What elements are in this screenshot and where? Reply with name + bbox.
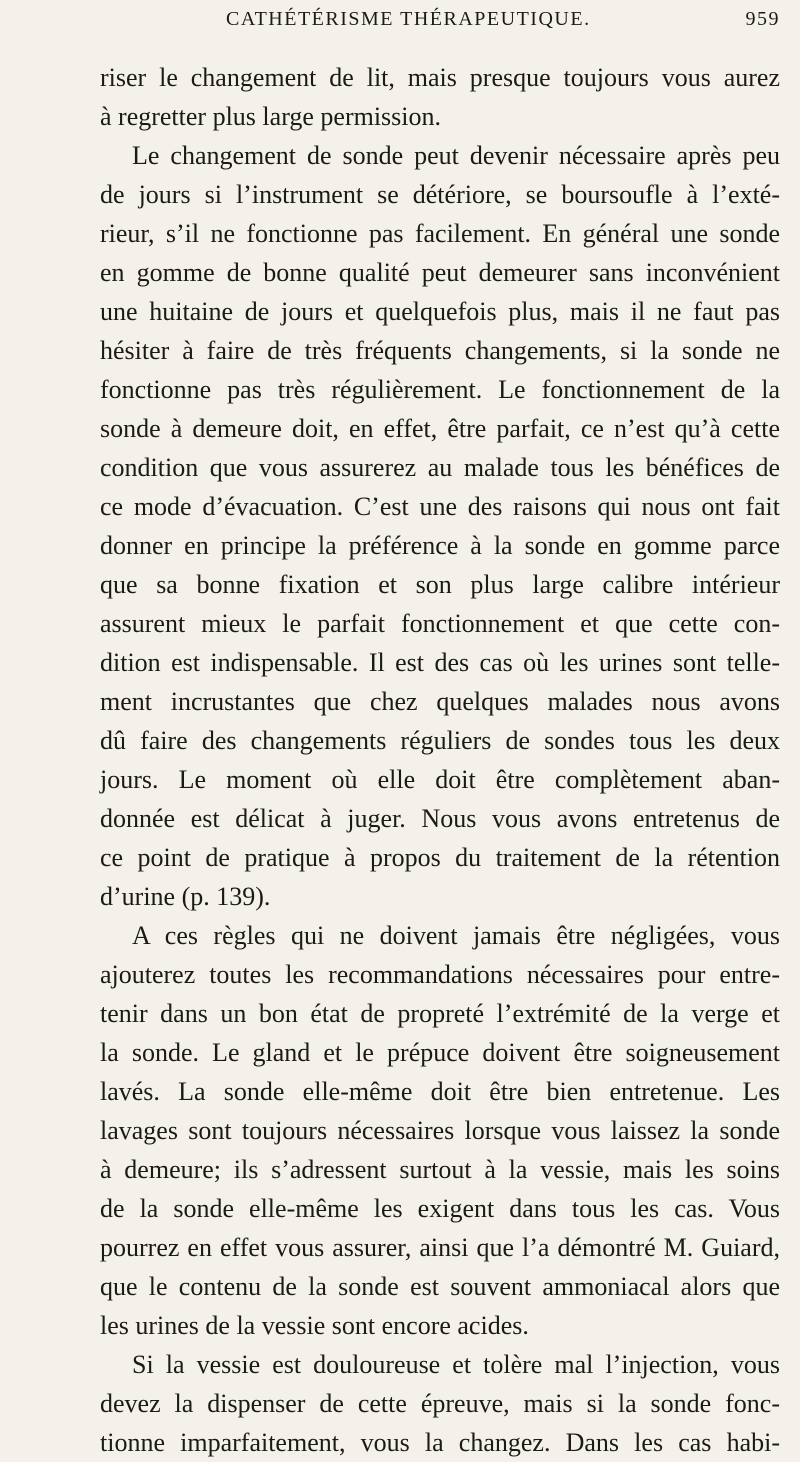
text-line: donnée est délicat à juger. Nous vous avons entretenus de <box>100 804 780 833</box>
text-line: que le contenu de la sonde est souvent ammoniacal alors que <box>100 1272 780 1301</box>
running-title: CATHÉTÉRISME THÉRAPEUTIQUE. <box>226 8 591 30</box>
text-line: tionne imparfaitement, vous la changez. Dans les cas habi- <box>100 1428 780 1457</box>
text-line: que sa bonne fixation et son plus large calibre intérieur <box>100 570 780 599</box>
text-line: les urines de la vessie sont encore acides. <box>100 1311 529 1340</box>
text-line: assurent mieux le parfait fonctionnement et que cette con- <box>100 609 780 638</box>
text-line: pourrez en effet vous assurer, ainsi que l’a démontré M. Guiard, <box>100 1233 780 1262</box>
text-line: la sonde. Le gland et le prépuce doivent être soigneusement <box>100 1038 780 1067</box>
text-line: devez la dispenser de cette épreuve, mais si la sonde fonc- <box>100 1389 780 1418</box>
text-line: A ces règles qui ne doivent jamais être négligées, vous <box>132 921 780 950</box>
text-line: condition que vous assurerez au malade tous les bénéfices de <box>100 453 780 482</box>
body-text <box>100 58 780 1457</box>
text-line: Le changement de sonde peut devenir nécessaire après peu <box>132 141 780 170</box>
running-head <box>100 0 780 36</box>
text-line: à demeure; ils s’adressent surtout à la vessie, mais les soins <box>100 1155 780 1184</box>
text-line: ajouterez toutes les recommandations nécessaires pour entre- <box>100 960 780 989</box>
page-number: 959 <box>745 8 780 30</box>
text-line: hésiter à faire de très fréquents changements, si la sonde ne <box>100 336 780 365</box>
text-line: jours. Le moment où elle doit être complètement aban- <box>100 765 780 794</box>
text-line: tenir dans un bon état de propreté l’extrémité de la verge et <box>100 999 780 1028</box>
text-line: ce mode d’évacuation. C’est une des raisons qui nous ont fait <box>100 492 780 521</box>
text-line: ce point de pratique à propos du traitement de la rétention <box>100 843 780 872</box>
text-line: riser le changement de lit, mais presque toujours vous aurez <box>100 63 780 92</box>
text-line: rieur, s’il ne fonctionne pas facilement. En général une sonde <box>100 219 780 248</box>
text-line: lavés. La sonde elle-même doit être bien entretenue. Les <box>100 1077 780 1106</box>
text-line: une huitaine de jours et quelquefois plus, mais il ne faut pas <box>100 297 780 326</box>
text-line: en gomme de bonne qualité peut demeurer sans inconvénient <box>100 258 780 287</box>
text-line: donner en principe la préférence à la sonde en gomme parce <box>100 531 780 560</box>
text-line: à regretter plus large permission. <box>100 102 442 131</box>
text-line: Si la vessie est douloureuse et tolère mal l’injection, vous <box>132 1350 780 1379</box>
text-line: sonde à demeure doit, en effet, être parfait, ce n’est qu’à cette <box>100 414 780 443</box>
text-line: fonctionne pas très régulièrement. Le fonctionnement de la <box>100 375 780 404</box>
text-line: dition est indispensable. Il est des cas où les urines sont telle- <box>100 648 780 677</box>
text-line: de la sonde elle-même les exigent dans tous les cas. Vous <box>100 1194 780 1223</box>
text-line: lavages sont toujours nécessaires lorsque vous laissez la sonde <box>100 1116 780 1145</box>
text-line: de jours si l’instrument se détériore, se boursoufle à l’exté- <box>100 180 780 209</box>
text-line: dû faire des changements réguliers de sondes tous les deux <box>100 726 780 755</box>
text-line: d’urine (p. 139). <box>100 882 271 911</box>
text-line: ment incrustantes que chez quelques malades nous avons <box>100 687 780 716</box>
